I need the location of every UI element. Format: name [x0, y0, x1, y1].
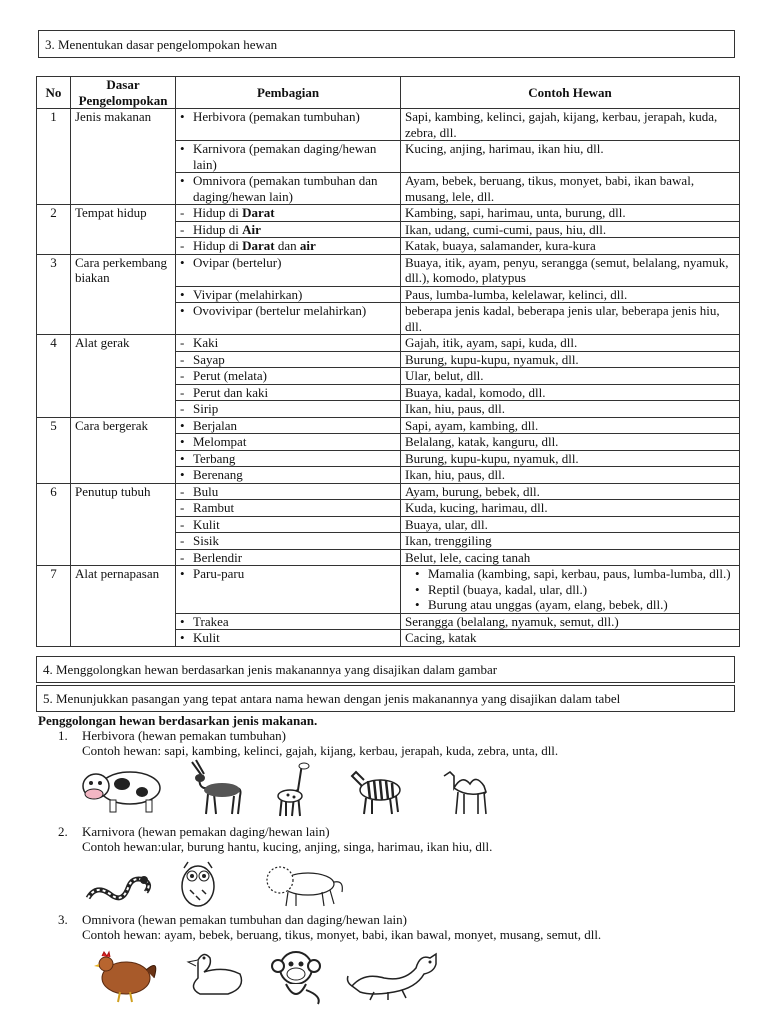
- contoh-cell: Ular, belut, dll.: [401, 368, 740, 385]
- pembagian-cell: • Omnivora (pemakan tumbuhan dan daging/hewan lain): [176, 173, 401, 205]
- contoh-cell: Serangga (belalang, nyamuk, semut, dll.): [401, 613, 740, 630]
- row-dasar: Jenis makanan: [71, 109, 176, 205]
- pembagian-cell: - Perut dan kaki: [176, 384, 401, 401]
- row-number: 7: [37, 566, 71, 647]
- monkey-icon: [266, 946, 328, 1006]
- contoh-cell: Kuda, kucing, harimau, dll.: [401, 500, 740, 517]
- group-herbivora: [38, 728, 738, 824]
- contoh-cell: Ikan, trenggiling: [401, 533, 740, 550]
- section-title: Penggolongan hewan berdasarkan jenis makanan.: [38, 713, 318, 728]
- contoh-cell: beberapa jenis kadal, beberapa jenis ular, beberapa jenis hiu, dll.: [401, 303, 740, 335]
- pembagian-cell: • Berenang: [176, 467, 401, 484]
- contoh-cell: Cacing, katak: [401, 630, 740, 647]
- group-karnivora: [38, 824, 738, 912]
- row-number: 6: [37, 483, 71, 566]
- contoh-cell: Kambing, sapi, harimau, unta, burung, dll.: [401, 205, 740, 222]
- pembagian-cell: - Berlendir: [176, 549, 401, 566]
- contoh-cell: Belalang, katak, kanguru, dll.: [401, 434, 740, 451]
- group-name: Karnivora (hewan pemakan daging/hewan lain): [82, 824, 330, 839]
- pembagian-cell: - Hidup di Darat dan air: [176, 238, 401, 255]
- header-section-3: [38, 30, 735, 58]
- contoh-cell: Katak, buaya, salamander, kura-kura: [401, 238, 740, 255]
- contoh-cell: Sapi, kambing, kelinci, gajah, kijang, kerbau, jerapah, kuda, zebra, dll.: [401, 109, 740, 141]
- group-omnivora: [38, 912, 738, 1014]
- group-name: Herbivora (hewan pemakan tumbuhan): [82, 728, 286, 743]
- contoh-cell: Ikan, hiu, paus, dll.: [401, 401, 740, 418]
- zebra-icon: [348, 766, 410, 818]
- pembagian-cell: - Kaki: [176, 335, 401, 352]
- pembagian-cell: - Bulu: [176, 483, 401, 500]
- snake-icon: [82, 858, 154, 908]
- pembagian-cell: - Kulit: [176, 516, 401, 533]
- row-dasar: Tempat hidup: [71, 205, 176, 255]
- contoh-cell: Buaya, ular, dll.: [401, 516, 740, 533]
- header-section-4: [36, 656, 735, 683]
- owl-icon: [170, 856, 226, 908]
- row-dasar: Penutup tubuh: [71, 483, 176, 566]
- pembagian-cell: - Perut (melata): [176, 368, 401, 385]
- group-number: 3.: [58, 912, 68, 927]
- row-dasar: Alat gerak: [71, 335, 176, 418]
- karnivora-images: [38, 854, 738, 912]
- hen-icon: [90, 948, 164, 1004]
- food-classification-section: [38, 713, 738, 1014]
- cow-icon: [80, 764, 166, 814]
- pembagian-cell: - Sayap: [176, 351, 401, 368]
- row-dasar: Alat pernapasan: [71, 566, 176, 647]
- header-section-5: [36, 685, 735, 712]
- row-number: 5: [37, 417, 71, 483]
- group-number: 2.: [58, 824, 68, 839]
- contoh-cell: Ikan, udang, cumi-cumi, paus, hiu, dll.: [401, 221, 740, 238]
- group-number: 1.: [58, 728, 68, 743]
- header-section-5-text: 5. Menunjukkan pasangan yang tepat antara nama hewan dengan jenis makanannya yang disajikan dalam tabel: [43, 691, 621, 706]
- pembagian-cell: • Herbivora (pemakan tumbuhan): [176, 109, 401, 141]
- pembagian-cell: • Ovipar (bertelur): [176, 254, 401, 286]
- contoh-cell: Buaya, kadal, komodo, dll.: [401, 384, 740, 401]
- col-header-dasar: Dasar Pengelompokan: [71, 77, 176, 109]
- header-section-3-text: 3. Menentukan dasar pengelompokan hewan: [45, 36, 278, 52]
- classification-table: [36, 76, 740, 647]
- pembagian-cell: • Berjalan: [176, 417, 401, 434]
- pembagian-cell: • Paru-paru: [176, 566, 401, 614]
- pembagian-cell: - Sirip: [176, 401, 401, 418]
- header-section-4-text: 4. Menggolongkan hewan berdasarkan jenis makanannya yang disajikan dalam gambar: [43, 662, 498, 677]
- pembagian-cell: - Sisik: [176, 533, 401, 550]
- contoh-cell: Gajah, itik, ayam, sapi, kuda, dll.: [401, 335, 740, 352]
- contoh-cell: Paus, lumba-lumba, kelelawar, kelinci, dll.: [401, 286, 740, 303]
- omnivora-images: [38, 942, 738, 1014]
- col-header-no: No: [37, 77, 71, 109]
- row-dasar: Cara perkembangbiakan: [71, 254, 176, 335]
- contoh-cell: Burung, kupu-kupu, nyamuk, dll.: [401, 450, 740, 467]
- contoh-cell: Ayam, burung, bebek, dll.: [401, 483, 740, 500]
- row-number: 1: [37, 109, 71, 205]
- pembagian-cell: • Trakea: [176, 613, 401, 630]
- giraffe-icon: [268, 760, 318, 818]
- contoh-cell: Kucing, anjing, harimau, ikan hiu, dll.: [401, 141, 740, 173]
- herbivora-images: [38, 758, 738, 824]
- pembagian-cell: • Melompat: [176, 434, 401, 451]
- pembagian-cell: - Hidup di Air: [176, 221, 401, 238]
- row-dasar: Cara bergerak: [71, 417, 176, 483]
- group-examples: Contoh hewan: ayam, bebek, beruang, tikus, monyet, babi, ikan bawal, monyet, musang, semut, dll.: [82, 927, 602, 942]
- contoh-cell: Burung, kupu-kupu, nyamuk, dll.: [401, 351, 740, 368]
- row-number: 3: [37, 254, 71, 335]
- row-number: 4: [37, 335, 71, 418]
- camel-icon: [438, 762, 498, 818]
- contoh-cell: Sapi, ayam, kambing, dll.: [401, 417, 740, 434]
- pembagian-cell: - Rambut: [176, 500, 401, 517]
- pembagian-cell: - Hidup di Darat: [176, 205, 401, 222]
- group-name: Omnivora (hewan pemakan tumbuhan dan daging/hewan lain): [82, 912, 407, 927]
- pembagian-cell: • Kulit: [176, 630, 401, 647]
- pembagian-cell: • Terbang: [176, 450, 401, 467]
- pembagian-cell: • Vivipar (melahirkan): [176, 286, 401, 303]
- pembagian-cell: • Karnivora (pemakan daging/hewan lain): [176, 141, 401, 173]
- lion-icon: [260, 862, 346, 908]
- group-examples: Contoh hewan: sapi, kambing, kelinci, gajah, kijang, kerbau, jerapah, kuda, zebra, unta, dll.: [82, 743, 559, 758]
- group-examples: Contoh hewan:ular, burung hantu, kucing, anjing, singa, harimau, ikan hiu, dll.: [82, 839, 493, 854]
- ferret-icon: [344, 942, 444, 1004]
- contoh-cell: Belut, lele, cacing tanah: [401, 549, 740, 566]
- contoh-cell: • Mamalia (kambing, sapi, kerbau, paus, lumba-lumba, dll.) • Reptil (buaya, kadal, ular, dll.) • Burung atau unggas (ayam, elang, bebek, dll.): [401, 566, 740, 614]
- contoh-cell: Buaya, itik, ayam, penyu, serangga (semut, belalang, nyamuk, dll.), komodo, platypus: [401, 254, 740, 286]
- contoh-cell: Ikan, hiu, paus, dll.: [401, 467, 740, 484]
- contoh-cell: Ayam, bebek, beruang, tikus, monyet, babi, ikan bawal, musang, lele, dll.: [401, 173, 740, 205]
- antelope-icon: [180, 758, 250, 818]
- duck-icon: [178, 948, 252, 1004]
- row-number: 2: [37, 205, 71, 255]
- pembagian-cell: • Ovovivipar (bertelur melahirkan): [176, 303, 401, 335]
- col-header-pembagian: Pembagian: [176, 77, 401, 109]
- col-header-contoh: Contoh Hewan: [401, 77, 740, 109]
